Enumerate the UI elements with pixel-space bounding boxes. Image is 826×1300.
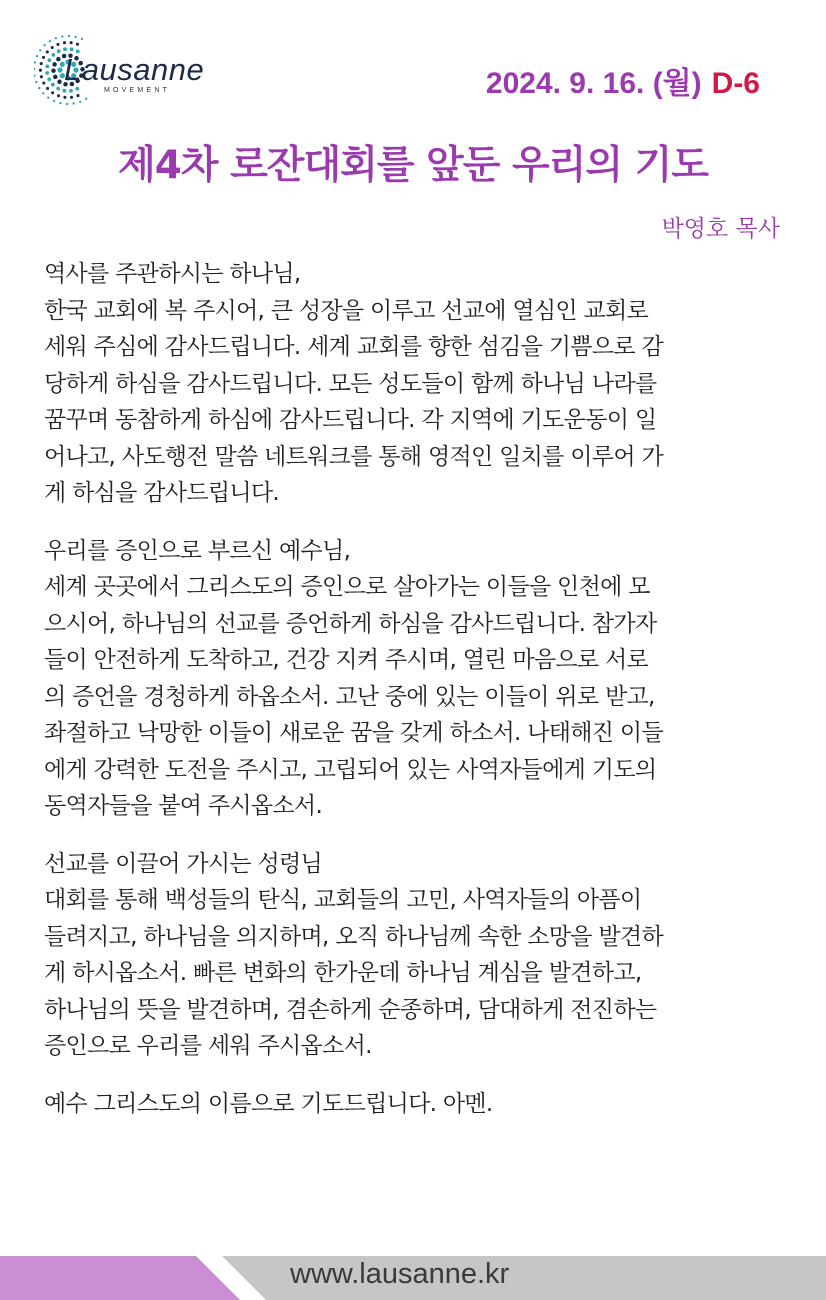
- text-line: 들려지고, 하나님을 의지하며, 오직 하나님께 속한 소망을 발견하: [44, 923, 663, 950]
- text-line: 동역자들을 붙여 주시옵소서.: [44, 793, 323, 819]
- text-line: 세워 주심에 감사드립니다. 세계 교회를 향한 섬김을 기쁨으로 감: [44, 334, 663, 360]
- text-line: 대회를 통해 백성들의 탄식, 교회들의 고민, 사역자들의 아픔이: [44, 887, 642, 913]
- footer: [0, 1256, 826, 1300]
- text-line: 게 하시옵소서. 빠른 변화의 한가운데 하나님 계심을 발견하고,: [44, 960, 642, 986]
- website-link[interactable]: www.lausanne.kr: [290, 1258, 510, 1290]
- text-line: 에게 강력한 도전을 주시고, 고립되어 있는 사역자들에게 기도의: [44, 756, 657, 783]
- text-line: 세계 곳곳에서 그리스도의 증인으로 살아가는 이들을 인천에 모: [44, 574, 650, 600]
- paragraph-spirit: [44, 846, 782, 1065]
- text-line: 게 하심을 감사드립니다.: [44, 480, 280, 506]
- text-line: 어나고, 사도행전 말씀 네트워크를 통해 영적인 일치를 이루어 가: [44, 443, 663, 470]
- text-line: 선교를 이끌어 가시는 성령님: [44, 850, 323, 877]
- lausanne-logo: [34, 30, 214, 112]
- text-line: 우리를 증인으로 부르신 예수님,: [44, 537, 351, 564]
- paragraph-jesus: [44, 533, 782, 825]
- text-line: 좌절하고 낙망한 이들이 새로운 꿈을 갖게 하소서. 나태해진 이들: [44, 720, 663, 746]
- logo-subtitle: MOVEMENT: [104, 87, 171, 94]
- text-line: 증인으로 우리를 세워 주시옵소서.: [44, 1033, 372, 1059]
- paragraph-closing: [44, 1086, 782, 1123]
- text-line: 한국 교회에 복 주시어, 큰 성장을 이루고 선교에 열심인 교회로: [44, 297, 649, 324]
- text-line: 예수 그리스도의 이름으로 기도드립니다. 아멘.: [44, 1090, 493, 1117]
- text-line: 으시어, 하나님의 선교를 증언하게 하심을 감사드립니다. 참가자: [44, 610, 657, 637]
- logo-wordmark: Lausanne: [64, 52, 205, 87]
- page-title: 제4차 로잔대회를 앞둔 우리의 기도: [118, 143, 708, 188]
- dday-badge: D-6: [711, 67, 760, 100]
- text-line: 들이 안전하게 도착하고, 건강 지켜 주시며, 열린 마음으로 서로: [44, 647, 649, 673]
- date-header: [486, 58, 760, 102]
- text-line: 의 증언을 경청하게 하옵소서. 고난 중에 있는 이들이 위로 받고,: [44, 683, 655, 710]
- date-text: 2024. 9. 16. (월): [485, 67, 702, 100]
- text-line: 하나님의 뜻을 발견하며, 겸손하게 순종하며, 담대하게 전진하는: [44, 996, 657, 1023]
- author-name: 박영호 목사: [661, 216, 780, 242]
- text-line: 역사를 주관하시는 하나님,: [44, 261, 301, 287]
- text-line: 당하게 하심을 감사드립니다. 모든 성도들이 함께 하나님 나라를: [44, 370, 657, 397]
- paragraph-father: [44, 256, 782, 512]
- prayer-body: [44, 256, 782, 1143]
- text-line: 꿈꾸며 동참하게 하심에 감사드립니다. 각 지역에 기도운동이 일: [44, 407, 657, 433]
